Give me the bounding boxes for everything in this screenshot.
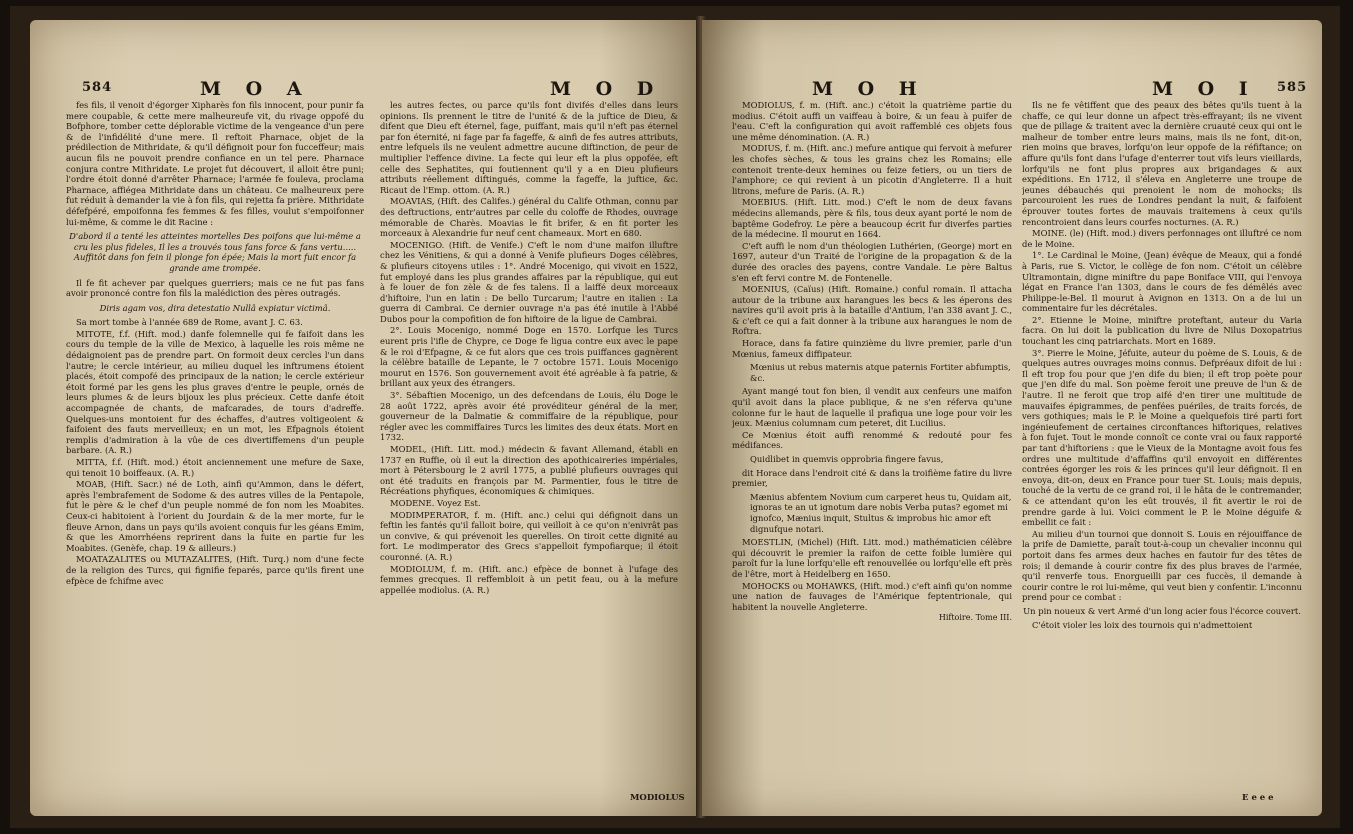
paragraph: MOCENIGO. (Hift. de Venife.) C'eft le nom d'une maifon illuftre chez les Vénitiens, & qui a donné à Venife plufieurs Doges célèbres, & plufieurs citoyens utiles : 1°. André Mocenigo, qui vivoit en 1522, fut employé dans les plus grandes affaires par la république, qui eut à fe louer de fon zèle & de fes talens. Il a laiffé deux morceaux d'hiftoire, l'un en latin : De bello Turcarum; l'autre en italien : La guerra di Cambrai. Ce dernier ouvrage n'a pas été inutile à l'Abbé Dubos pour la compofition de fon hiftoire de la ligue de Cambrai. xyxy=(380,239,678,324)
paragraph: MOHOCKS ou MOHAWKS, (Hift. mod.) c'eft ainfi qu'on nomme une nation de fauvages de l'Amérique feptentrionale, qui habitent la nouvelle Angleterre. xyxy=(732,580,1012,612)
verse-quote: Diris agam vos, dira detestatio Nullâ expiatur victimâ. xyxy=(99,302,331,313)
paragraph: dit Horace dans l'endroit cité & dans la troifième fatire du livre premier, xyxy=(732,467,1012,489)
paragraph: MODIOLUM, f. m. (Hift. anc.) efpèce de bonnet à l'ufage des femmes grecques. Il reffembloit à un petit feau, ou à la mefure appellée modiolus. (A. R.) xyxy=(380,563,678,595)
paragraph: MOINE. (le) (Hift. mod.) divers perfonnages ont illuftré ce nom de le Moine. xyxy=(1022,228,1302,249)
paragraph: MOESTLIN, (Michel) (Hift. Litt. mod.) mathématicien célèbre qui découvrit le premier la raifon de cette foible lumière qui paroît fur la lune lorfqu'elle eft renouvellée ou lorfqu'elle eft près de l'être, mort à Heidelberg en 1650. xyxy=(732,537,1012,579)
page-number: 584 xyxy=(82,80,113,95)
text-column-1 xyxy=(66,100,364,804)
verse-quote: Quidlibet in quemvis opprobria fingere favus, xyxy=(750,454,944,464)
paragraph: Au milieu d'un tournoi que donnoit S. Louis en réjouiffance de la prife de Damiette, paraît tout-à-coup un chevalier inconnu qui portoit dans fes armes deux haches en fautoir fur des têtes de rois; il demande à courir contre fix des plus braves de l'armée, qu'il renverfe tous. Enorgueilli par ces fuccès, il demande à courir contre le roi lui-même, qui veut bien y confentir. L'inconnu prend pour ce combat : xyxy=(1022,528,1302,603)
verse-quote: Un pin noueux & vert Armé d'un long acier fous l'écorce couvert. xyxy=(1023,605,1301,616)
paragraph: 2°. Louis Mocenigo, nommé Doge en 1570. Lorfque les Turcs eurent pris l'ifle de Chypre, ce Doge fe ligua contre eux avec le pape & le roi d'Efpagne, & ce fut alors que ces trois puiffances gagnèrent la célèbre bataille de Lepante, le 7 octobre 1571. Louis Mocenigo mourut en 1576. Son gouvernement avoit été agréable à fa patrie, & brillant aux yeux des étrangers. xyxy=(380,325,678,389)
page-number: 585 xyxy=(1277,80,1308,95)
paragraph: MITTA, f.f. (Hift. mod.) étoit anciennement une mefure de Saxe, qui tenoit 10 boiffeaux. (A. R.) xyxy=(66,457,364,478)
running-head-left: M O H xyxy=(812,78,926,100)
paragraph: MODIMPERATOR, f. m. (Hift. anc.) celui qui défignoit dans un feftin les fantés qu'il falloit boire, qui veilloit à ce qu'on n'enivrât pas un convive, & qui prévenoit les querelles. On tiroit cette dignité au fort. Le modimperator des Grecs s'appelloit fympofiarque; il étoit couronné. (A. R.) xyxy=(380,509,678,562)
paragraph: les autres fectes, ou parce qu'ils font divifés d'elles dans leurs opinions. Ils prennent le titre de l'unité & de la juftice de Dieu, & difent que Dieu eft éternel, fage, puiffant, mais qu'il n'eft pas éternel par fon éternité, ni fage par fa fageffe, & ainfi de fes autres attributs, entre lefquels ils ne veulent admettre aucune diftinction, de peur de multiplier l'effence divine. La fecte qui leur eft la plus oppofée, eft celle des Sephatites, qui foutiennent qu'il y a en Dieu plufieurs attributs réellement diftingués, comme la fageffe, la juftice, &c. Ricaut de l'Emp. ottom. (A. R.) xyxy=(380,100,678,195)
paragraph: MOAB, (Hift. Sacr.) né de Loth, ainfi qu'Ammon, dans le défert, après l'embrafement de Sodome & des autres villes de la Pentapole, fut le père & le chef d'un peuple nommé de fon nom les Moabites. Ceux-ci habitoient à l'orient du Jourdain & de la mer morte, fur le fleuve Arnon, dans un pays qu'ils avoient conquis fur les géans Emim, & que les Amorrhéens reprirent dans la fuite en partie fur les Moabites. (Genèfe, chap. 19 & ailleurs.) xyxy=(66,479,364,553)
running-head-right: M O I xyxy=(1152,78,1257,100)
paragraph: Ce Mœnius étoit auffi renommé & redouté pour fes médifances. xyxy=(732,429,1012,451)
paragraph: MODEL, (Hift. Litt. mod.) médecin & favant Allemand, établi en 1737 en Ruffie, où il eut la direction des apothicaireries impériales, mort à Pétersbourg le 2 avril 1775, a publié plufieurs ouvrages qui ont été traduits en françois par M. Parmentier, fous le titre de Récréations phyfiques, économiques & chimiques. xyxy=(380,444,678,497)
paragraph: C'eft auffi le nom d'un théologien Luthérien, (George) mort en 1697, auteur d'un Traité de l'origine de la propagation & de la durée des oracles des payens, contre Vandale. Le père Baltus s'en eft fervi contre M. de Fontenelle. xyxy=(732,240,1012,283)
running-head-left: M O A xyxy=(200,78,311,100)
paragraph: MODIUS, f. m. (Hift. anc.) mefure antique qui fervoit à mefurer les chofes sèches, & tous les grains chez les Romains; elle contenoit trente-deux hemines ou feize fetiers, ou un tiers de l'amphore; ce qui revient à un picotin d'Angleterre. Il a huit litrons, mefure de Paris. (A. R.) xyxy=(732,143,1012,196)
paragraph: Horace, dans fa fatire quinzième du livre premier, parle d'un Mœnius, fameux diffipateur. xyxy=(732,338,1012,359)
verse-quote: D'abord il a tenté les atteintes mortelles Des poifons que lui-même a cru les plus fideles, Il les a trouvés tous fans force & fans vertu..... Auffitôt dans fon fein il plonge fon épée; Mais la mort fuit encor fa grande ame trompée. xyxy=(69,231,361,273)
paragraph: 3°. Pierre le Moine, Jéfuite, auteur du poème de S. Louis, & de quelques autres ouvrages moins connus. Defpréaux difoit de lui : Il eft trop fou pour que j'en dife du bien; il eft trop poète pour que j'en dife du mal. Son poème feroit une preuve de l'un & de l'autre. Il ne feroit que trop aifé d'en tirer une multitude de mauvaifes épigrammes, de penfées puériles, de traits forcés, de vers gothiques; mais le P. le Moine a quelquefois tiré parti fort ingénieufement de certaines circonftances hiftoriques, relatives à fon fujet. Tout le monde connoît ce conte vrai ou faux rapporté par tant d'hiftoriens : que le Vieux de la Montagne avoit fous fes ordres une multitude d'affaffins qu'il envoyoit en différentes contrées égorger les rois & les princes qu'il leur défignoit. Il en envoya, dit-on, deux en France pour tuer St. Louis; mais depuis, touché de la vertu de ce grand roi, il le hâta de le contremander, & ce attendant qu'on les eût trouvés, il fit avertir le roi de prendre garde à lui. Voici comment le P. le Moine déguife & embellit ce fait : xyxy=(1022,347,1302,528)
signature-mark: Hiftoire. Tome III. xyxy=(938,613,1012,623)
paragraph: Il fe fit achever par quelques guerriers; mais ce ne fut pas fans avoir prononcé contre fon fils la malédiction des pères outragés. xyxy=(66,277,364,299)
text-column-2 xyxy=(380,100,678,804)
paragraph: 3°. Sébaftien Mocenigo, un des defcendans de Louis, élu Doge le 28 août 1722, après avoir été provéditeur général de la mer, gouverneur de la Dalmatie & commiffaire de la république, pour régler avec les commiffaires Turcs les limites des deux états. Mort en 1732. xyxy=(380,390,678,443)
paragraph: MOEBIUS. (Hift. Litt. mod.) C'eft le nom de deux favans médecins allemands, père & fils, tous deux ayant porté le nom de baptême Godefroy. Le père a beaucoup écrit fur diverfes parties de la médecine. Il mourut en 1664. xyxy=(732,197,1012,240)
text-column-1 xyxy=(732,100,1012,804)
paragraph: MOAVIAS, (Hift. des Califes.) général du Calife Othman, connu par des deftructions, entr'autres par celle du coloffe de Rhodes, ouvrage mémorable de Charès. Moavias le fit brifer, & en fit porter les morceaux à Alexandrie fur neuf cent chameaux. Mort en 680. xyxy=(380,196,678,239)
running-head-right: M O D xyxy=(550,78,663,100)
paragraph: MODENE. Voyez Est. xyxy=(390,497,481,508)
left-page xyxy=(30,20,700,816)
verse-quote: Mœnius ut rebus maternis atque paternis Fortiter abfumptis, &c. xyxy=(750,362,1011,383)
text-column-2 xyxy=(1022,100,1302,804)
paragraph: MOENIUS, (Caïus) (Hift. Romaine.) conful romain. Il attacha autour de la tribune aux harangues les becs & les éperons des navires qu'il avoit pris à la bataille d'Antium, l'an 338 avant J. C., & c'eft ce qui a fait donner à la tribune aux harangues le nom de Roftra. xyxy=(732,284,1012,337)
catchword: MODIOLUS xyxy=(630,793,685,803)
paragraph: 1°. Le Cardinal le Moine, (Jean) évêque de Meaux, qui a fondé à Paris, rue S. Victor, le collège de fon nom. C'étoit un célèbre Ultramontain, digne miniftre du pape Boniface VIII, qui l'envoya légat en France l'an 1303, dans le cours de fes démêlés avec Philippe-le-Bel. Il mourut à Avignon en 1313. On a de lui un commentaire fur les décrétales. xyxy=(1022,250,1302,314)
verse-quote: Mænius abfentem Novium cum carperet heus tu, Quidam ait, ignoras te an ut ignotum dare nobis Verba putas? egomet mi ignofco, Mænius inquit, Stultus & improbus hic amor eft dignufque notari. xyxy=(750,491,1012,534)
paragraph: fes fils, il venoit d'égorger Xipharès fon fils innocent, pour punir fa mere coupable, & cette mere malheureufe vit, du rivage oppofé du Bofphore, tomber cette déplorable victime de la vengeance d'un pere & de l'infidélité d'une mere. Il reftoit Pharnace, objet de la prédilection de Mithridate, & qu'il défignoit pour fon fucceffeur; mais aucun fils ne pouvoit prendre confiance en un tel pere. Pharnace conjura contre Mithridate. Le projet fut découvert, il alloit être puni; l'ordre étoit donné d'arrêter Pharnace; l'armée fe fouleva, proclama Pharnace, affiégea Mithridate dans un château. Ce malheureux pere fut réduit à demander la vie à fon fils, qui rejetta fa prière. Mithridate défefpéré, empoifonna fes femmes & fes filles, voulut s'empoifonner lui-même, & comme le dit Racine : xyxy=(66,100,364,227)
paragraph: 2°. Etienne le Moine, miniftre proteftant, auteur du Varia facra. On lui doit la publication du livre de Nilus Doxopatrius touchant les cinq patriarchats. Mort en 1689. xyxy=(1022,314,1302,347)
paragraph: MITOTE, f.f. (Hift. mod.) danfe folemnelle qui fe faifoit dans les cours du temple de la ville de Mexico, à laquelle les rois même ne dédaignoient pas de prendre part. On formoit deux cercles l'un dans l'autre; le cercle intérieur, au milieu duquel les inftrumens étoient placés, étoit compofé des principaux de la nation; le cercle extérieur étoit formé par les gens les plus graves d'entre le peuple, ornés de leurs plumes & de leurs bijoux les plus précieux. Cette danfe étoit accompagnée de chants, de mafcarades, de tours d'adreffe. Quelques-uns montoient fur des échaffes, d'autres voltigeoient & faifoient des fauts merveilleux; en un mot, les Efpagnols étoient remplis d'admiration à la vûe de ces divertiffemens d'un peuple barbare. (A. R.) xyxy=(66,328,364,456)
paragraph: Ayant mangé tout fon bien, il vendit aux cenfeurs une maifon qu'il avoit dans la place publique, & ne s'en réferva qu'une colonne fur le haut de laquelle il prafiqua une loge pour voir les jeux. Mænius columnam cum peteret, dit Lucilius. xyxy=(732,386,1012,429)
right-page xyxy=(702,20,1322,816)
paragraph: Ils ne fe vêtiffent que des peaux des bêtes qu'ils tuent à la chaffe, ce qui leur donne un afpect très-effrayant; ils ne vivent que de pillage & traitent avec la dernière cruauté ceux qui ont le malheur de tomber entre leurs mains, mais ils ne font, dit-on, rien moins que braves, lorfqu'on leur oppofe de la réfiftance; on affure qu'ils font dans l'ufage d'enterrer tout vifs leurs vieillards, lorfqu'ils ne font plus propres aux brigandages & aux expéditions. En 1712, il s'éleva en Angleterre une troupe de jeunes débauchés qui prenoient le nom de mohocks; ils parcouroient les rues de Londres pendant la nuit, & faifoient éprouver toutes fortes de mauvais traitemens à ceux qu'ils rencontroient dans leurs courfes nocturnes. (A. R.) xyxy=(1022,100,1302,227)
book-spread xyxy=(10,6,1340,828)
paragraph: Sa mort tombe à l'année 689 de Rome, avant J. C. 63. xyxy=(76,317,303,328)
paragraph: MODIOLUS, f. m. (Hift. anc.) c'étoit la quatrième partie du modius. C'étoit auffi un vaiffeau à boire, & un feau à puifer de l'eau. C'eft la configuration qui avoit raffemblé ces objets fous une même dénomination. (A. R.) xyxy=(732,100,1012,142)
paragraph: C'étoit violer les loix des tournois qui n'admettoient xyxy=(1032,619,1253,630)
paragraph: MOATAZALITES ou MUTAZALITES, (Hift. Turq.) nom d'une fecte de la religion des Turcs, qui fignifie feparés, parce qu'ils firent une efpèce de fchifme avec xyxy=(66,554,364,586)
catchword: E e e e xyxy=(1242,793,1274,803)
